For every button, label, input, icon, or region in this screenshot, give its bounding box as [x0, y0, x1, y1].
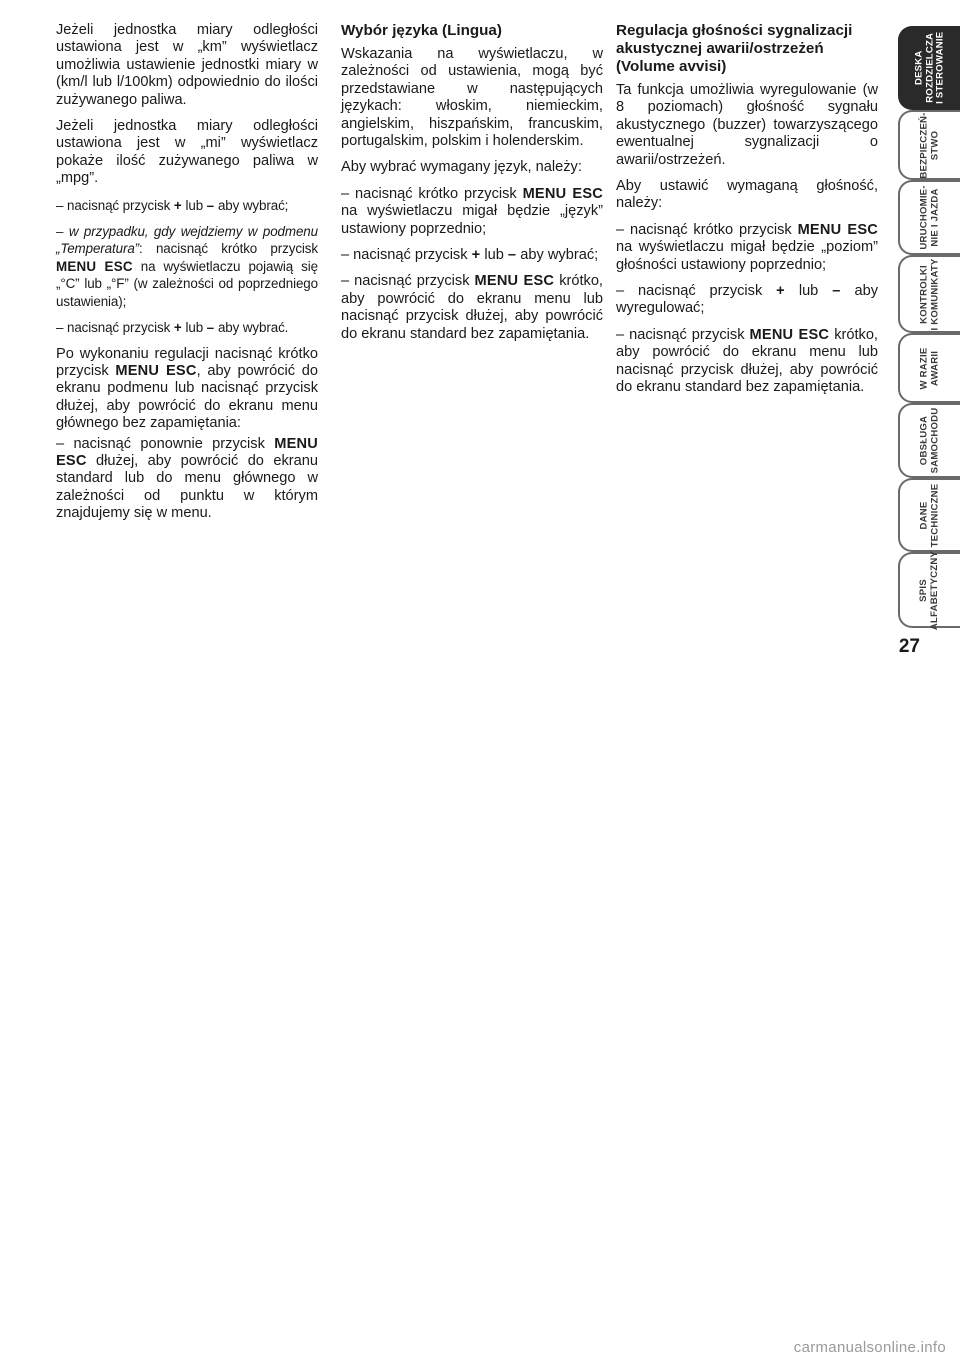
- tab-kontrolki[interactable]: KONTROLKI I KOMUNIKATY: [898, 255, 960, 333]
- step-volume-menu-esc: – nacisnąć krótko przycisk MENU ESC na wyświetlaczu migał będzie „poziom” głośności ustawiony poprzednio;: [616, 221, 878, 273]
- step-select-temperature: – nacisnąć przycisk + lub – aby wybrać.: [56, 320, 289, 336]
- tab-obsluga[interactable]: OBSŁUGA SAMOCHODU: [898, 403, 960, 478]
- tab-bezpieczenstwo[interactable]: BEZPIECZEŃ- STWO: [898, 110, 960, 180]
- paragraph-volume-function: Ta funkcja umożliwia wyregulowanie (w 8 poziomach) głośność sygnału akustycznego (buzzer) towarzyszącego ewentualnej sygnalizacji o awarii/ostrzeżeń.: [616, 82, 878, 168]
- tab-spis-alfabetyczny[interactable]: SPIS ALFABETYCZNY: [898, 552, 960, 628]
- tab-w-razie-awarii[interactable]: W RAZIE AWARII: [898, 333, 960, 403]
- step-temperature-submenu: – w przypadku, gdy wejdziemy w podmenu „Temperatura”: nacisnąć krótko przycisk MENU ESC na wyświetlaczu pojawią się „°C” lub „°F” (w zależności od poprzedniego ustawienia);: [56, 224, 319, 309]
- paragraph-mi-unit: Jeżeli jednostka miary odległości ustawiona jest w „mi” wyświetlacz pokaże ilość zużywanego paliwa w „mpg”.: [56, 118, 318, 187]
- paragraph-languages: Wskazania na wyświetlaczu, w zależności od ustawienia, mogą być przedstawiane w następujących językach: włoskim, niemieckim, angielskim, hiszpańskim, francuskim, portugalskim, polskim i holenderskim.: [341, 46, 603, 150]
- step-press-again: – nacisnąć ponownie przycisk MENU ESC dłużej, aby powrócić do ekranu standard lub do menu głównego w zależności od punktu w którym znajdujemy się w menu.: [56, 435, 318, 522]
- step-language-return: – nacisnąć przycisk MENU ESC krótko, aby powrócić do ekranu menu lub nacisnąć przycisk dłużej, aby powrócić do ekranu standard bez zapamiętania.: [341, 273, 603, 342]
- section-tabs: [894, 0, 960, 640]
- text-column-1: [56, 22, 318, 532]
- paragraph-after-adjustment: Po wykonaniu regulacji nacisnąć krótko przycisk MENU ESC, aby powrócić do ekranu podmenu lub nacisnąć przycisk dłużej, aby powrócić do ekranu menu głównego bez zapamiętania:: [56, 345, 318, 432]
- tab-dane-techniczne[interactable]: DANE TECHNICZNE: [898, 478, 960, 552]
- tab-deska-rozdzielcza[interactable]: DESKA ROZDZIELCZA I STEROWANIE: [898, 26, 960, 110]
- paragraph-volume-intro: Aby ustawić wymaganą głośność, należy:: [616, 178, 878, 212]
- step-select-unit: – nacisnąć przycisk + lub – aby wybrać;: [56, 197, 289, 213]
- heading-volume: Regulacja głośności sygnalizacji akustycznej awarii/ostrzeżeń (Volume avvisi): [616, 22, 853, 75]
- page-number: 27: [898, 636, 920, 657]
- paragraph-language-intro: Aby wybrać wymagany język, należy:: [341, 159, 582, 176]
- step-volume-adjust: – nacisnąć przycisk + lub – aby wyregulować;: [616, 283, 878, 317]
- paragraph-km-unit: Jeżeli jednostka miary odległości ustawiona jest w „km” wyświetlacz umożliwia ustawienie jednostki miary w (km/l lub l/100km) odpowiednio do ilości zużywanego paliwa.: [56, 22, 318, 108]
- text-column-3: [616, 22, 878, 406]
- step-language-menu-esc: – nacisnąć krótko przycisk MENU ESC na wyświetlaczu migał będzie „język” ustawiony poprzednio;: [341, 185, 603, 237]
- step-volume-return: – nacisnąć przycisk MENU ESC krótko, aby powrócić do ekranu menu lub nacisnąć przycisk dłużej, aby powrócić do ekranu standard bez zapamiętania.: [616, 326, 878, 396]
- text-column-2: [341, 22, 603, 352]
- step-language-select: – nacisnąć przycisk + lub – aby wybrać;: [341, 247, 599, 264]
- watermark: carmanualsonline.info: [793, 1339, 946, 1356]
- heading-language: Wybór języka (Lingua): [341, 22, 502, 39]
- tab-uruchomienie[interactable]: URUCHOMIE- NIE I JAZDA: [898, 180, 960, 255]
